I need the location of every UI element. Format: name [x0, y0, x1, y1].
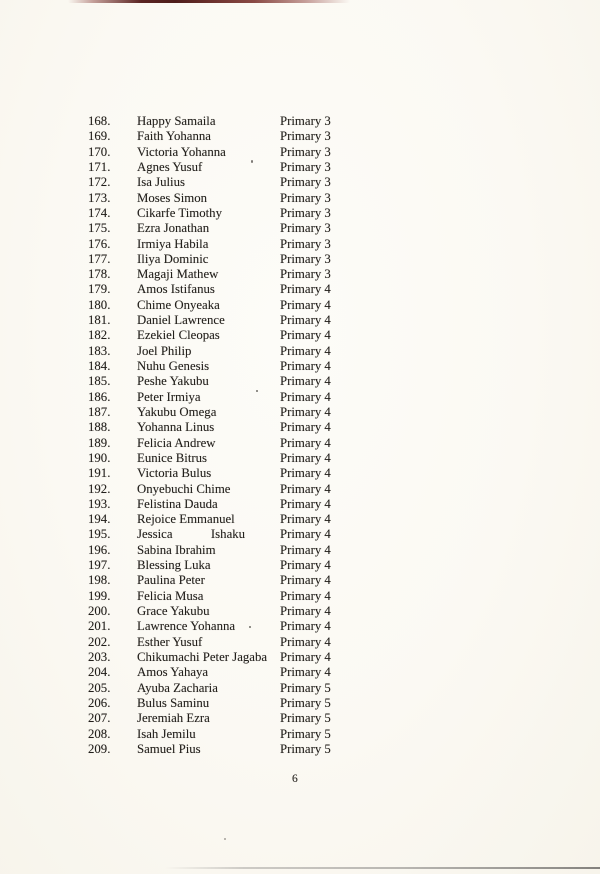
student-name: Moses Simon	[137, 190, 208, 205]
roster-row	[0, 650, 600, 665]
class-level: Primary 3	[280, 190, 331, 205]
class-level: Primary 4	[280, 558, 331, 573]
student-name: Irmiya Habila	[137, 236, 209, 251]
student-name: Felicia Musa	[137, 588, 204, 603]
student-name: Victoria Yohanna	[137, 144, 226, 159]
student-name: Magaji Mathew	[137, 267, 219, 282]
roster-row	[0, 436, 600, 451]
student-name: Jeremiah Ezra	[137, 711, 210, 726]
student-name: Felicia Andrew	[137, 435, 216, 450]
student-name: Ezra Jonathan	[137, 221, 210, 236]
student-name: Lawrence Yohanna	[137, 619, 236, 634]
serial-number: 204.	[88, 665, 111, 680]
serial-number: 192.	[88, 481, 111, 496]
roster-row	[0, 298, 600, 313]
serial-number: 186.	[88, 389, 111, 404]
class-level: Primary 4	[280, 619, 331, 634]
roster-row	[0, 206, 600, 221]
roster-row	[0, 374, 600, 389]
serial-number: 185.	[88, 374, 111, 389]
serial-number: 197.	[88, 558, 111, 573]
serial-number: 179.	[88, 282, 111, 297]
student-name: Ayuba Zacharia	[137, 680, 218, 695]
student-name: Rejoice Emmanuel	[137, 512, 235, 527]
student-name: Peter Irmiya	[137, 389, 201, 404]
scan-speck	[256, 390, 258, 392]
roster-row	[0, 681, 600, 696]
serial-number: 178.	[88, 267, 111, 282]
roster-row	[0, 129, 600, 144]
roster-row	[0, 727, 600, 742]
student-name: Peshe Yakubu	[137, 374, 209, 389]
roster-row	[0, 604, 600, 619]
roster-row	[0, 267, 600, 282]
class-level: Primary 4	[280, 328, 331, 343]
class-level: Primary 4	[280, 481, 331, 496]
serial-number: 201.	[88, 619, 111, 634]
class-level: Primary 4	[280, 404, 331, 419]
roster-row	[0, 420, 600, 435]
roster-row	[0, 145, 600, 160]
student-name: Isah Jemilu	[137, 726, 196, 741]
serial-number: 199.	[88, 588, 111, 603]
class-level: Primary 3	[280, 251, 331, 266]
roster-row	[0, 359, 600, 374]
class-level: Primary 3	[280, 236, 331, 251]
class-level: Primary 3	[280, 267, 331, 282]
class-level: Primary 3	[280, 159, 331, 174]
serial-number: 175.	[88, 221, 111, 236]
student-name: Chime Onyeaka	[137, 297, 220, 312]
student-name: Ezekiel Cleopas	[137, 328, 220, 343]
student-name: Cikarfe Timothy	[137, 205, 222, 220]
serial-number: 191.	[88, 466, 111, 481]
serial-number: 203.	[88, 649, 111, 664]
class-level: Primary 3	[280, 114, 331, 128]
roster-row	[0, 390, 600, 405]
student-name: Joel Philip	[137, 343, 192, 358]
class-level: Primary 4	[280, 297, 331, 312]
roster-row	[0, 665, 600, 680]
class-level: Primary 4	[280, 665, 331, 680]
student-name: Faith Yohanna	[137, 129, 211, 144]
class-level: Primary 5	[280, 695, 331, 710]
class-level: Primary 3	[280, 205, 331, 220]
serial-number: 195.	[88, 527, 111, 542]
class-level: Primary 4	[280, 542, 331, 557]
roster-row	[0, 527, 600, 542]
serial-number: 198.	[88, 573, 111, 588]
student-roster-list	[0, 114, 600, 757]
class-level: Primary 4	[280, 359, 331, 373]
serial-number: 171.	[88, 159, 111, 174]
roster-row	[0, 405, 600, 420]
roster-row	[0, 635, 600, 650]
page-number: 6	[292, 773, 298, 785]
roster-row	[0, 114, 600, 129]
class-level: Primary 4	[280, 604, 331, 618]
roster-row	[0, 466, 600, 481]
serial-number: 209.	[88, 741, 111, 756]
serial-number: 177.	[88, 251, 111, 266]
roster-row	[0, 191, 600, 206]
class-level: Primary 4	[280, 573, 331, 588]
serial-number: 193.	[88, 496, 111, 511]
roster-row	[0, 543, 600, 558]
student-name: Eunice Bitrus	[137, 450, 208, 465]
student-name: Jessica Ishaku	[137, 527, 246, 542]
serial-number: 190.	[88, 450, 111, 465]
roster-row	[0, 558, 600, 573]
serial-number: 168.	[88, 114, 111, 128]
roster-row	[0, 696, 600, 711]
roster-row	[0, 282, 600, 297]
serial-number: 202.	[88, 634, 111, 649]
student-name: Agnes Yusuf	[137, 159, 203, 174]
student-name: Nuhu Genesis	[137, 359, 210, 373]
roster-row	[0, 497, 600, 512]
roster-row	[0, 221, 600, 236]
class-level: Primary 4	[280, 450, 331, 465]
roster-row	[0, 711, 600, 726]
serial-number: 172.	[88, 175, 111, 190]
scan-speck	[224, 838, 226, 840]
roster-row	[0, 313, 600, 328]
roster-row	[0, 237, 600, 252]
roster-row	[0, 512, 600, 527]
student-name: Sabina Ibrahim	[137, 542, 216, 557]
student-name: Amos Istifanus	[137, 282, 215, 297]
class-level: Primary 4	[280, 588, 331, 603]
serial-number: 170.	[88, 144, 111, 159]
student-name: Amos Yahaya	[137, 665, 209, 680]
serial-number: 173.	[88, 190, 111, 205]
serial-number: 180.	[88, 297, 111, 312]
roster-row	[0, 328, 600, 343]
class-level: Primary 3	[280, 144, 331, 159]
roster-row	[0, 482, 600, 497]
student-name: Yakubu Omega	[137, 404, 217, 419]
student-name: Onyebuchi Chime	[137, 481, 231, 496]
class-level: Primary 5	[280, 680, 331, 695]
class-level: Primary 4	[280, 634, 331, 649]
serial-number: 207.	[88, 711, 111, 726]
class-level: Primary 5	[280, 711, 331, 726]
serial-number: 208.	[88, 726, 111, 741]
class-level: Primary 5	[280, 741, 331, 756]
student-name: Samuel Pius	[137, 741, 201, 756]
serial-number: 174.	[88, 205, 111, 220]
serial-number: 188.	[88, 420, 111, 435]
class-level: Primary 4	[280, 343, 331, 358]
serial-number: 194.	[88, 512, 111, 527]
serial-number: 169.	[88, 129, 111, 144]
scan-speck	[249, 626, 251, 628]
roster-row	[0, 451, 600, 466]
student-name: Isa Julius	[137, 175, 185, 190]
student-name: Esther Yusuf	[137, 634, 203, 649]
student-name: Chikumachi Peter Jagaba	[137, 649, 268, 664]
roster-row	[0, 742, 600, 757]
class-level: Primary 4	[280, 282, 331, 297]
class-level: Primary 4	[280, 374, 331, 389]
scan-edge-artifact-bottom	[165, 867, 600, 869]
roster-row	[0, 573, 600, 588]
class-level: Primary 4	[280, 435, 331, 450]
serial-number: 189.	[88, 435, 111, 450]
roster-row	[0, 160, 600, 175]
student-name: Grace Yakubu	[137, 604, 210, 618]
class-level: Primary 4	[280, 649, 331, 664]
class-level: Primary 3	[280, 221, 331, 236]
class-level: Primary 4	[280, 389, 331, 404]
class-level: Primary 5	[280, 726, 331, 741]
scan-speck	[251, 160, 253, 163]
student-name: Victoria Bulus	[137, 466, 212, 481]
class-level: Primary 4	[280, 496, 331, 511]
roster-row	[0, 252, 600, 267]
serial-number: 206.	[88, 695, 111, 710]
class-level: Primary 3	[280, 175, 331, 190]
class-level: Primary 4	[280, 313, 331, 328]
serial-number: 200.	[88, 604, 111, 618]
scan-edge-artifact-top	[68, 0, 350, 3]
student-name: Daniel Lawrence	[137, 313, 225, 328]
student-name: Felistina Dauda	[137, 496, 218, 511]
student-name: Paulina Peter	[137, 573, 205, 588]
class-level: Primary 4	[280, 527, 331, 542]
student-name: Happy Samaila	[137, 114, 216, 128]
roster-row	[0, 175, 600, 190]
serial-number: 182.	[88, 328, 111, 343]
class-level: Primary 4	[280, 466, 331, 481]
serial-number: 205.	[88, 680, 111, 695]
serial-number: 184.	[88, 359, 111, 373]
class-level: Primary 3	[280, 129, 331, 144]
roster-row	[0, 344, 600, 359]
student-name: Iliya Dominic	[137, 251, 209, 266]
serial-number: 196.	[88, 542, 111, 557]
student-name: Bulus Saminu	[137, 695, 210, 710]
serial-number: 187.	[88, 404, 111, 419]
student-name: Yohanna Linus	[137, 420, 215, 435]
class-level: Primary 4	[280, 512, 331, 527]
student-name: Blessing Luka	[137, 558, 211, 573]
roster-row	[0, 619, 600, 634]
class-level: Primary 4	[280, 420, 331, 435]
roster-row	[0, 589, 600, 604]
serial-number: 183.	[88, 343, 111, 358]
serial-number: 176.	[88, 236, 111, 251]
serial-number: 181.	[88, 313, 111, 328]
